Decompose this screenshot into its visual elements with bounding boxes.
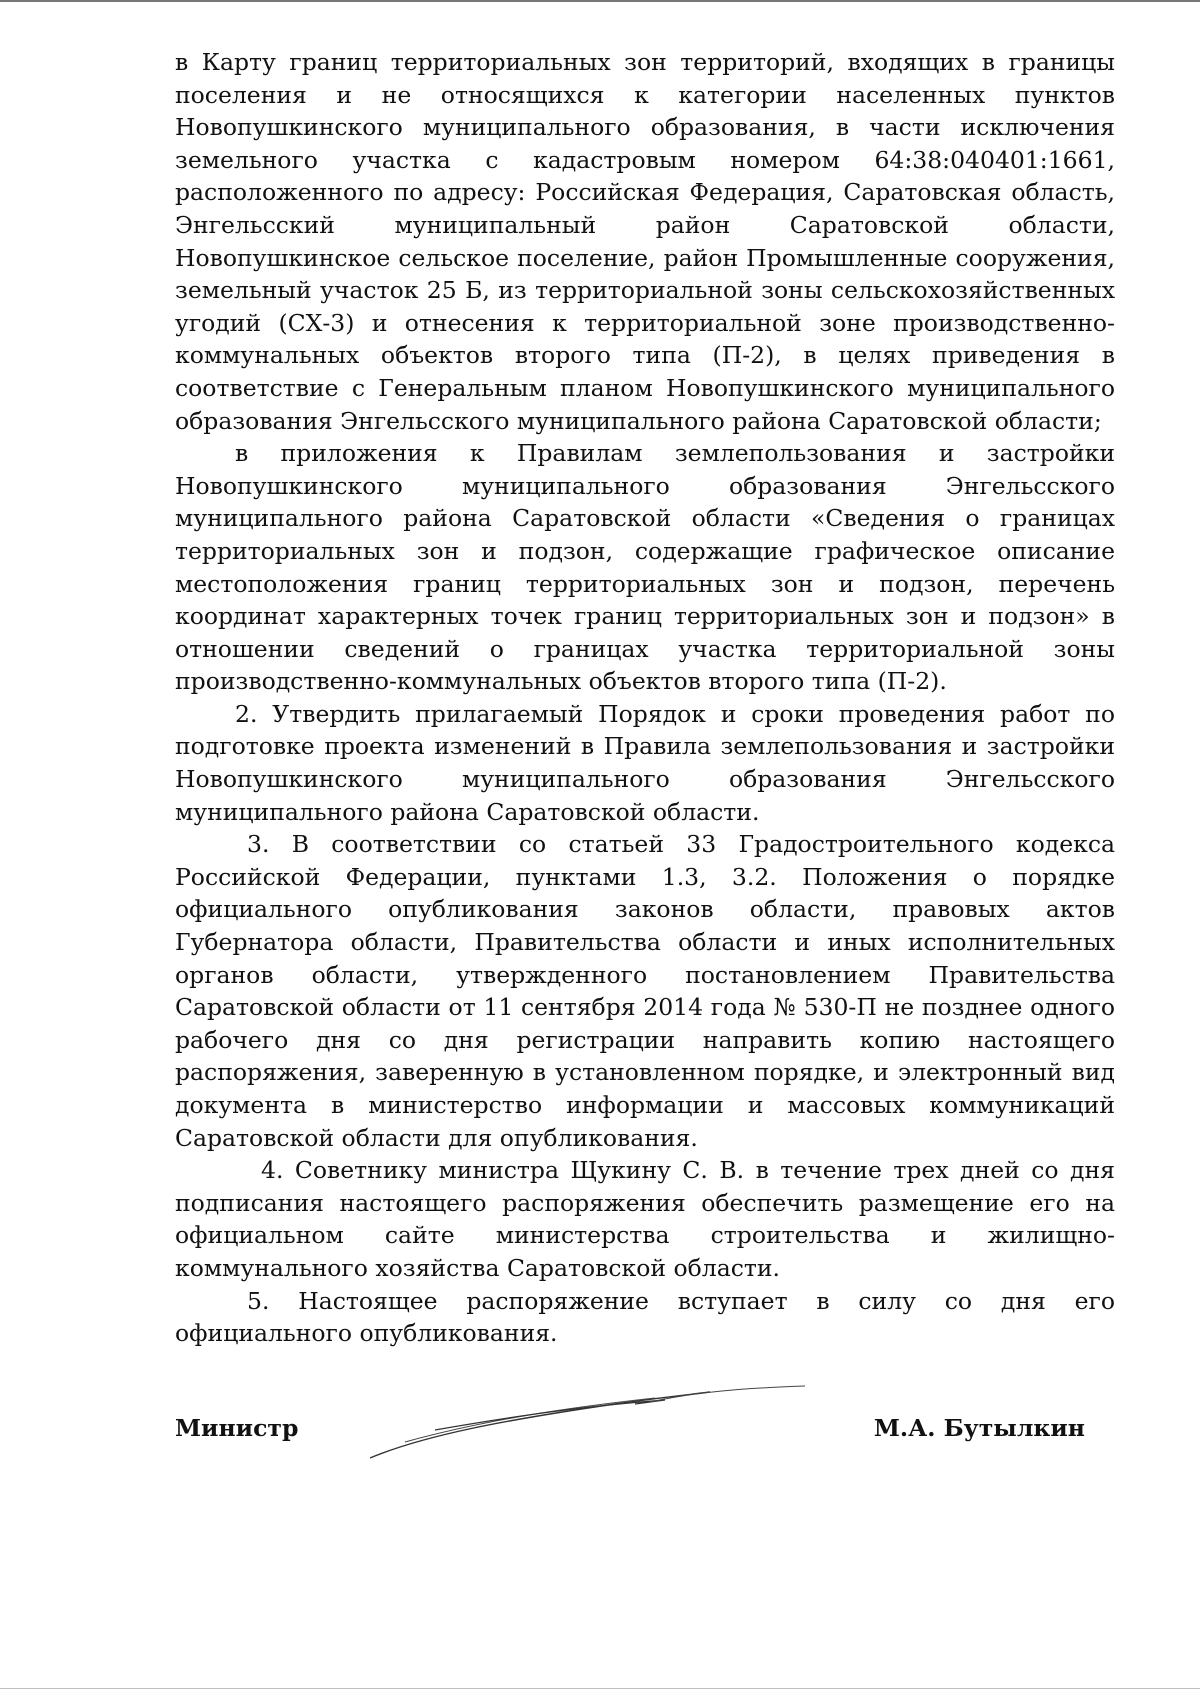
signatory-name: М.А. Бутылкин — [873, 1414, 1085, 1442]
paragraph-item-4: 4. Советнику министра Щукину С. В. в течение трех дней со дня подписания настоящего распоряжения обеспечить размещение его на официальном сайте министерства строительства и жилищно-коммунального хозяйства Саратовской области. — [175, 1156, 1115, 1282]
signature-row — [175, 1404, 1085, 1454]
paragraph-item-5: 5. Настоящее распоряжение вступает в силу со дня его официального опубликования. — [175, 1286, 1115, 1348]
paragraph-appendix: в приложения к Правилам землепользования и застройки Новопушкинского муниципального образования Энгельсского муниципального района Саратовской области «Сведения о границах территориальных зон и подзон, содержащие графическое описание местоположения границ территориальных зон и подзон, перечень координат характерных точек границ территориальных зон и подзон» в отношении сведений о границах участка территориальной зоны производственно-коммунальных объектов второго типа (П-2). — [175, 439, 1115, 696]
page-top-border — [0, 0, 1200, 2]
paragraph-zone-map: в Карту границ территориальных зон территорий, входящих в границы поселения и не относящихся к категории населенных пунктов Новопушкинского муниципального образования, в части исключения земельного участка с кадастровым номером 64:38:040401:1661, расположенного по адресу: Российская Федерация, Саратовская область, Энгельсский муниципальный район Саратовской области, Новопушкинское сельское поселение, район Промышленные сооружения, земельный участок 25 Б, из территориальной зоны сельскохозяйственных угодий (СХ-3) и отнесения к территориальной зоне производственно-коммунальных объектов второго типа (П-2), в целях приведения в соответствие с Генеральным планом Новопушкинского муниципального образования Энгельсского муниципального района Саратовской области; — [175, 48, 1115, 435]
document-body — [175, 46, 1115, 1350]
page-bottom-rule — [0, 1688, 1200, 1689]
signatory-title: Министр — [175, 1414, 299, 1442]
paragraph-item-3: 3. В соответствии со статьей 33 Градостроительного кодекса Российской Федерации, пунктами 1.3, 3.2. Положения о порядке официального опубликования законов области, правовых актов Губернатора области, Правительства области и иных исполнительных органов области, утвержденного постановлением Правительства Саратовской области от 11 сентября 2014 года № 530-П не позднее одного рабочего дня со дня регистрации направить копию настоящего распоряжения, заверенную в установленном порядке, и электронный вид документа в министерство информации и массовых коммуникаций Саратовской области для опубликования. — [175, 830, 1115, 1152]
paragraph-item-2: 2. Утвердить прилагаемый Порядок и сроки проведения работ по подготовке проекта изменений в Правила землепользования и застройки Новопушкинского муниципального образования Энгельсского муниципального района Саратовской области. — [175, 699, 1115, 826]
